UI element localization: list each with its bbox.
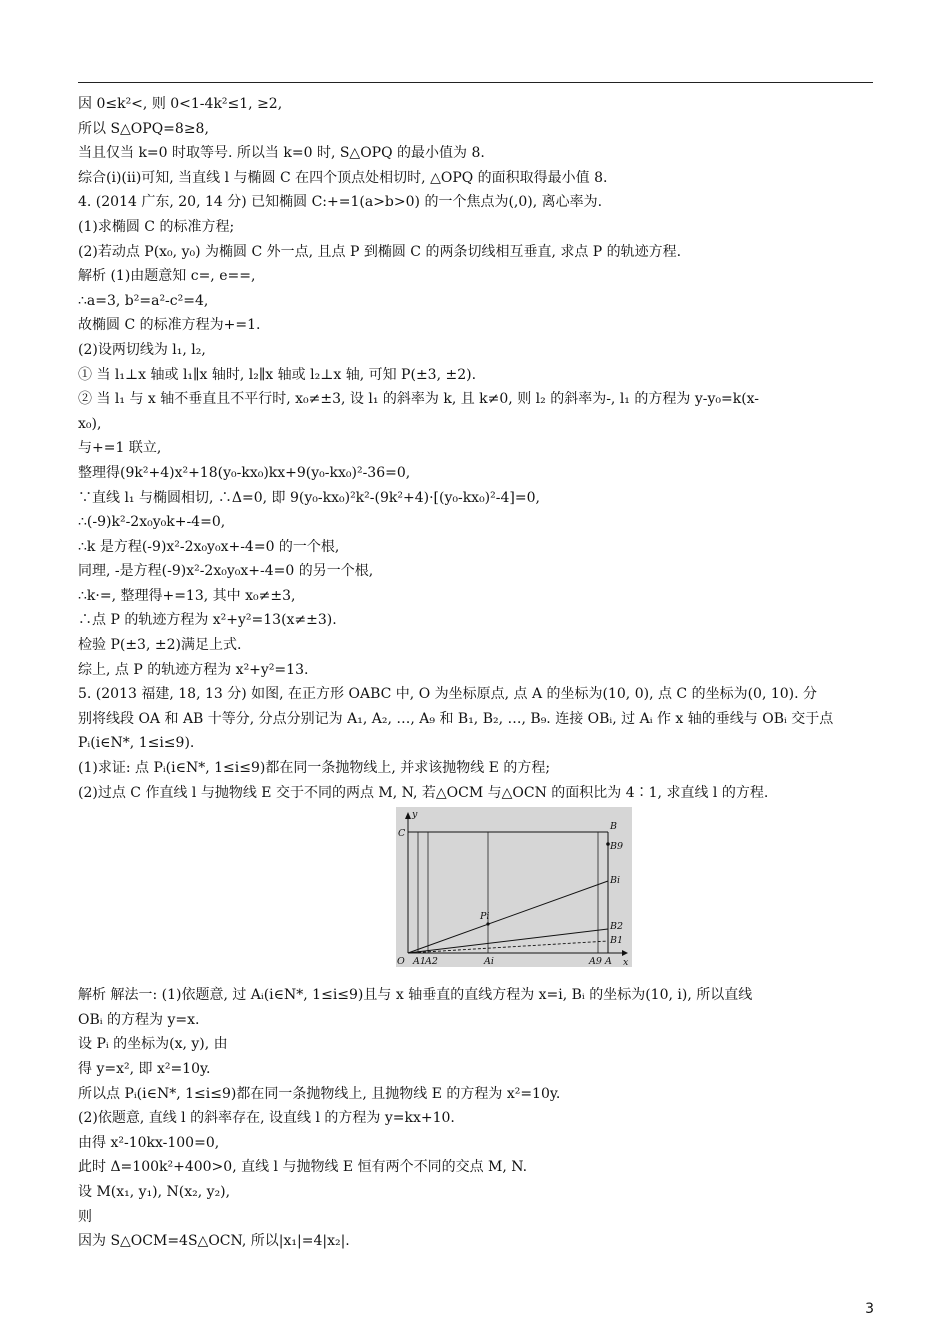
text-line: 整理得(9k²+4)x²+18(y₀-kx₀)kx+9(y₀-kx₀)²-36=0, bbox=[78, 464, 411, 481]
label-b: B bbox=[610, 821, 617, 833]
label-a2: A2 bbox=[425, 956, 438, 968]
text-line: ∵直线 l₁ 与椭圆相切, ∴Δ=0, 即 9(y₀-kx₀)²k²-(9k²+4)·[(y₀-kx₀)²-4]=0, bbox=[78, 489, 540, 506]
text-line: ∴k 是方程(-9)x²-2x₀y₀x+-4=0 的一个根, bbox=[78, 538, 340, 555]
text-line: 因为 S△OCM=4S△OCN, 所以|x₁|=4|x₂|. bbox=[78, 1233, 350, 1250]
square-parabola-figure bbox=[396, 807, 632, 967]
label-bi: Bi bbox=[610, 875, 621, 887]
text-line: Pᵢ(i∈N*, 1≤i≤9). bbox=[78, 735, 195, 752]
text-block-a bbox=[78, 92, 878, 805]
figure-background bbox=[396, 807, 632, 967]
solution-label-line: 解析 (1)由题意知 c=, e==, bbox=[78, 268, 256, 285]
point-pi bbox=[486, 923, 489, 926]
document-body bbox=[78, 92, 878, 1254]
text-line: 当且仅当 k=0 时取等号. 所以当 k=0 时, S△OPQ 的最小值为 8. bbox=[78, 145, 485, 162]
text-line: 由得 x²-10kx-100=0, bbox=[78, 1134, 220, 1151]
text-line: ∴k·=, 整理得+=13, 其中 x₀≠±3, bbox=[78, 587, 296, 604]
label-b1: B1 bbox=[610, 935, 624, 947]
text-line: 同理, -是方程(-9)x²-2x₀y₀x+-4=0 的另一个根, bbox=[78, 563, 374, 580]
label-y: y bbox=[412, 809, 418, 821]
label-pi: Pi bbox=[480, 911, 490, 923]
text-line: (2)设两切线为 l₁, l₂, bbox=[78, 341, 206, 358]
text-line: 与+=1 联立, bbox=[78, 440, 162, 457]
label-a: A bbox=[605, 956, 612, 968]
text-line: (1)求证: 点 Pᵢ(i∈N*, 1≤i≤9)都在同一条抛物线上, 并求该抛物线 E 的方程; bbox=[78, 760, 551, 777]
text-line: 得 y=x², 即 x²=10y. bbox=[78, 1061, 211, 1077]
text-line: 此时 Δ=100k²+400>0, 直线 l 与抛物线 E 恒有两个不同的交点 M, N. bbox=[78, 1159, 528, 1176]
text-line: 别将线段 OA 和 AB 十等分, 分点分别记为 A₁, A₂, …, A₉ 和 B₁, B₂, …, B₉. 连接 OBᵢ, 过 Aᵢ 作 x 轴的垂线与 OBᵢ 交于点 bbox=[78, 710, 834, 727]
text-line: (2)若动点 P(x₀, y₀) 为椭圆 C 外一点, 且点 P 到椭圆 C 的两条切线相互垂直, 求点 P 的轨迹方程. bbox=[78, 243, 682, 260]
problem-5-heading: 5. (2013 福建, 18, 13 分) 如图, 在正方形 OABC 中, O 为坐标原点, 点 A 的坐标为(10, 0), 点 C 的坐标为(0, 10). 分 bbox=[78, 686, 818, 703]
label-a9: A9 bbox=[589, 956, 602, 968]
header-rule bbox=[78, 82, 873, 83]
text-line: 综上, 点 P 的轨迹方程为 x²+y²=13. bbox=[78, 661, 309, 678]
label-o: O bbox=[397, 956, 405, 968]
label-a1: A1 bbox=[413, 956, 426, 968]
text-line: (2)依题意, 直线 l 的斜率存在, 设直线 l 的方程为 y=kx+10. bbox=[78, 1110, 455, 1127]
label-b9: B9 bbox=[610, 841, 624, 853]
text-line: ∴点 P 的轨迹方程为 x²+y²=13(x≠±3). bbox=[78, 612, 337, 629]
solution-label-line: 解析 解法一: (1)依题意, 过 Aᵢ(i∈N*, 1≤i≤9)且与 x 轴垂直的直线方程为 x=i, Bᵢ 的坐标为(10, i), 所以直线 bbox=[78, 987, 753, 1004]
text-line: 因 0≤k²<, 则 0<1-4k²≤1, ≥2, bbox=[78, 96, 283, 112]
text-line: ∴a=3, b²=a²-c²=4, bbox=[78, 292, 209, 309]
text-line: 所以点 Pᵢ(i∈N*, 1≤i≤9)都在同一条抛物线上, 且抛物线 E 的方程为 x²=10y. bbox=[78, 1085, 561, 1102]
label-x: x bbox=[623, 957, 629, 968]
text-line: (2)过点 C 作直线 l 与抛物线 E 交于不同的两点 M, N, 若△OCM 与△OCN 的面积比为 4∶1, 求直线 l 的方程. bbox=[78, 784, 769, 801]
text-line: OBᵢ 的方程为 y=x. bbox=[78, 1011, 200, 1028]
text-line: ① 当 l₁⊥x 轴或 l₁∥x 轴时, l₂∥x 轴或 l₂⊥x 轴, 可知 P(±3, ±2). bbox=[78, 366, 477, 383]
text-line: x₀), bbox=[78, 415, 102, 432]
text-line: ② 当 l₁ 与 x 轴不垂直且不平行时, x₀≠±3, 设 l₁ 的斜率为 k, 且 k≠0, 则 l₂ 的斜率为-, l₁ 的方程为 y-y₀=k(x- bbox=[78, 391, 760, 408]
text-line: ∴(-9)k²-2x₀y₀k+-4=0, bbox=[78, 514, 226, 531]
text-line: 所以 S△OPQ=8≥8, bbox=[78, 120, 209, 137]
text-line: 故椭圆 C 的标准方程为+=1. bbox=[78, 317, 261, 334]
label-ai: Ai bbox=[484, 956, 494, 968]
label-c: C bbox=[398, 828, 406, 840]
page-number: 3 bbox=[865, 1301, 874, 1317]
text-line: 设 M(x₁, y₁), N(x₂, y₂), bbox=[78, 1183, 231, 1200]
problem-4-heading: 4. (2014 广东, 20, 14 分) 已知椭圆 C:+=1(a>b>0) 的一个焦点为(,0), 离心率为. bbox=[78, 194, 603, 211]
figure-container bbox=[78, 807, 878, 975]
text-line: (1)求椭圆 C 的标准方程; bbox=[78, 218, 235, 235]
text-block-b bbox=[78, 983, 878, 1254]
text-line: 检验 P(±3, ±2)满足上式. bbox=[78, 637, 242, 654]
text-line: 综合(i)(ii)可知, 当直线 l 与椭圆 C 在四个顶点处相切时, △OPQ 的面积取得最小值 8. bbox=[78, 169, 608, 186]
text-line: 设 Pᵢ 的坐标为(x, y), 由 bbox=[78, 1036, 228, 1053]
label-b2: B2 bbox=[610, 921, 624, 933]
text-line: 则 bbox=[78, 1208, 92, 1225]
